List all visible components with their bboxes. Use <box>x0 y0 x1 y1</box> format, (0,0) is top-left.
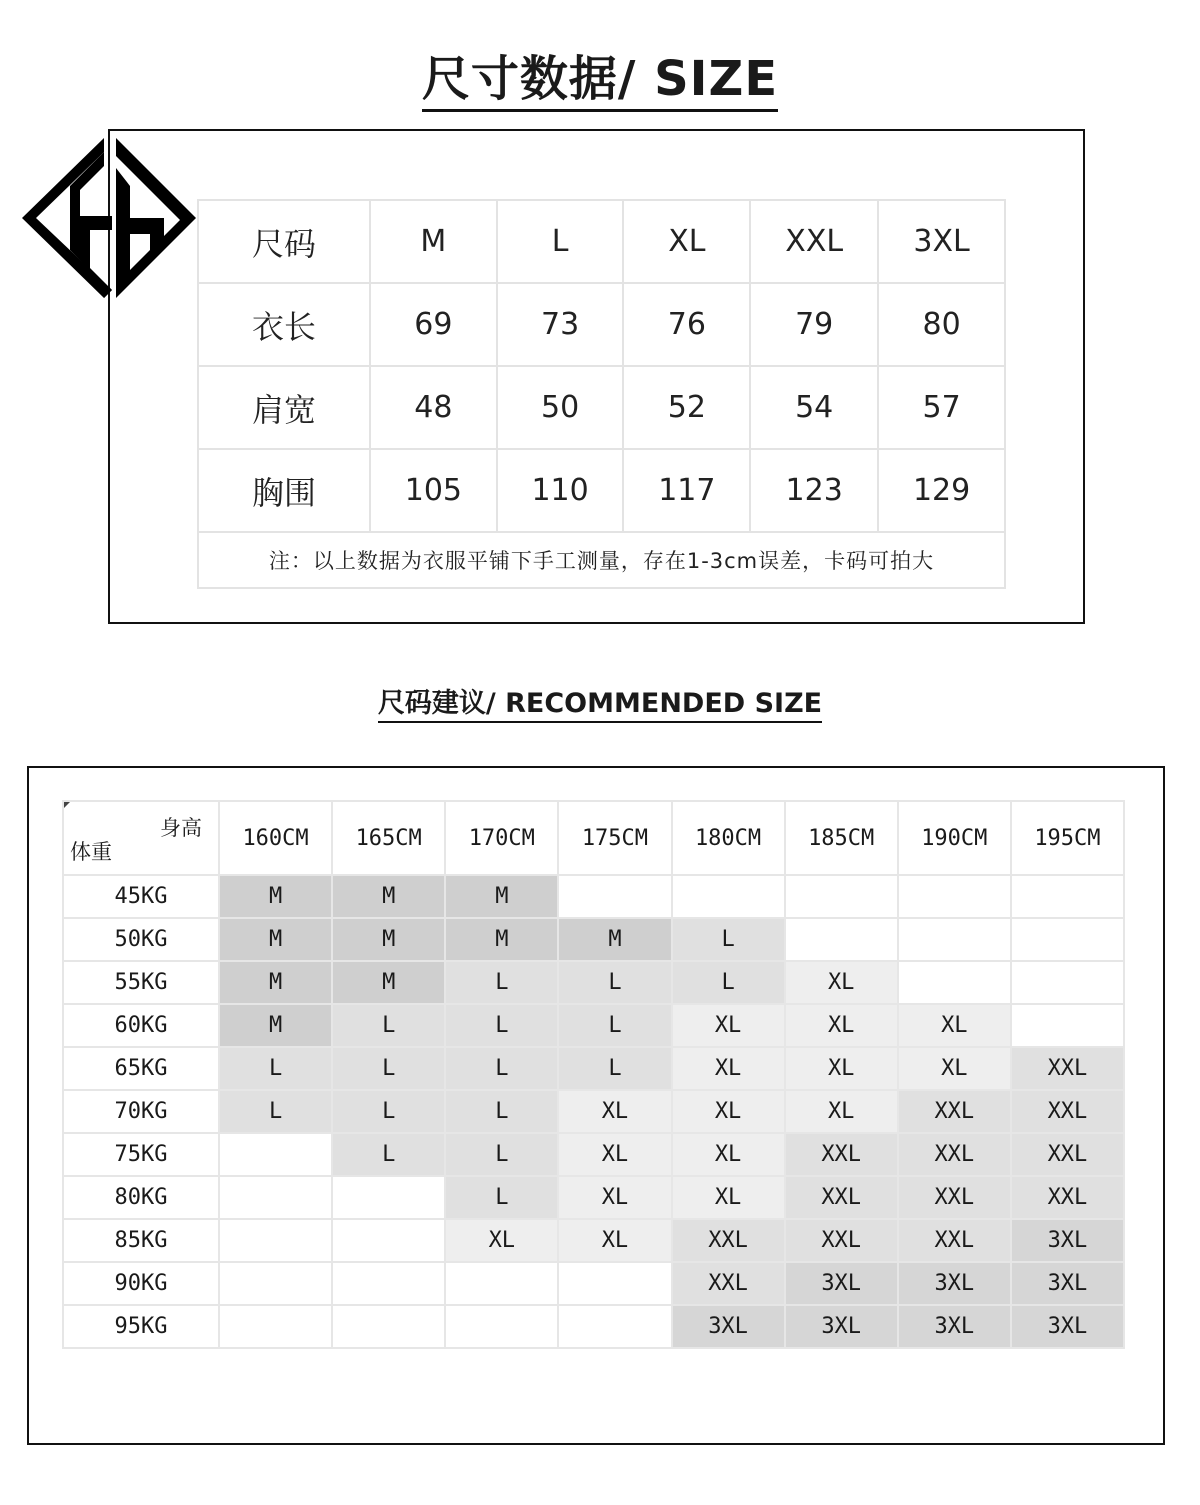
recommended-size-cell: L <box>332 1133 445 1176</box>
recommended-size-cell <box>219 1305 332 1348</box>
recommended-size-cell: XL <box>672 1133 785 1176</box>
weight-row <box>63 1305 1124 1348</box>
recommended-size-cell <box>1011 875 1124 918</box>
recommended-size-cell <box>332 1305 445 1348</box>
size-chart-table <box>197 199 1006 589</box>
recommended-size-cell: L <box>219 1090 332 1133</box>
size-header-label: 尺码 <box>198 200 370 283</box>
recommended-size-cell: 3XL <box>672 1305 785 1348</box>
weight-label: 80KG <box>63 1176 219 1219</box>
recommended-size-cell: M <box>332 875 445 918</box>
recommended-size-cell: L <box>445 1004 558 1047</box>
weight-row <box>63 918 1124 961</box>
weight-label: 90KG <box>63 1262 219 1305</box>
weight-label: 85KG <box>63 1219 219 1262</box>
recommended-size-cell <box>558 1262 671 1305</box>
recommended-size-cell <box>219 1219 332 1262</box>
weight-label: 60KG <box>63 1004 219 1047</box>
recommended-size-cell: L <box>672 918 785 961</box>
height-header-cell: 165CM <box>332 801 445 875</box>
recommended-size-cell: M <box>219 961 332 1004</box>
recommended-size-cell <box>1011 918 1124 961</box>
size-header-cell: XL <box>623 200 750 283</box>
measure-value: 79 <box>750 283 878 366</box>
weight-label: 55KG <box>63 961 219 1004</box>
measure-row-chest <box>198 449 1005 532</box>
recommended-size-cell: L <box>445 1090 558 1133</box>
recommended-size-cell: L <box>445 1047 558 1090</box>
measure-row-shoulder <box>198 366 1005 449</box>
recommended-size-cell: L <box>332 1004 445 1047</box>
recommended-size-cell <box>785 875 898 918</box>
recommended-size-cell: XXL <box>785 1133 898 1176</box>
recommended-size-cell: XL <box>558 1090 671 1133</box>
weight-row <box>63 961 1124 1004</box>
recommended-size-cell: M <box>332 918 445 961</box>
measurement-note: 注：以上数据为衣服平铺下手工测量，存在1-3cm误差，卡码可拍大 <box>198 532 1005 588</box>
recommended-size-cell: XL <box>672 1047 785 1090</box>
recommended-size-cell: 3XL <box>1011 1305 1124 1348</box>
recommended-size-cell: XL <box>558 1219 671 1262</box>
recommended-size-cell: L <box>445 1176 558 1219</box>
recommended-size-cell: XL <box>672 1176 785 1219</box>
measure-value: 48 <box>370 366 497 449</box>
recommended-size-cell: L <box>219 1047 332 1090</box>
measure-value: 73 <box>497 283 624 366</box>
recommended-size-cell <box>558 1305 671 1348</box>
weight-axis-label: 体重 <box>70 840 112 864</box>
recommended-size-cell: XXL <box>1011 1047 1124 1090</box>
height-header-row <box>63 801 1124 875</box>
corner-mark <box>64 802 70 808</box>
recommended-size-cell: XL <box>558 1133 671 1176</box>
recommended-size-cell <box>219 1176 332 1219</box>
recommended-size-cell <box>219 1133 332 1176</box>
recommended-size-cell <box>558 875 671 918</box>
measure-label: 胸围 <box>198 449 370 532</box>
recommended-size-cell: XL <box>785 1047 898 1090</box>
weight-row <box>63 1219 1124 1262</box>
recommended-size-cell: M <box>445 875 558 918</box>
recommended-size-cell: L <box>332 1090 445 1133</box>
recommended-size-cell: XXL <box>898 1219 1011 1262</box>
recommended-size-cell: M <box>332 961 445 1004</box>
size-header-row <box>198 200 1005 283</box>
recommended-size-cell <box>445 1262 558 1305</box>
size-header-cell: L <box>497 200 624 283</box>
recommended-size-cell: 3XL <box>1011 1262 1124 1305</box>
size-header-cell: M <box>370 200 497 283</box>
recommended-size-cell: XL <box>785 961 898 1004</box>
weight-row <box>63 1004 1124 1047</box>
size-data-title: 尺寸数据/ SIZE <box>0 40 1200 109</box>
recommended-size-cell: XL <box>898 1047 1011 1090</box>
recommended-size-cell: L <box>558 1004 671 1047</box>
recommended-size-cell: M <box>558 918 671 961</box>
weight-label: 50KG <box>63 918 219 961</box>
ga-diamond-logo-icon <box>20 138 196 298</box>
weight-label: 65KG <box>63 1047 219 1090</box>
measure-value: 105 <box>370 449 497 532</box>
measure-value: 52 <box>623 366 750 449</box>
weight-row <box>63 1133 1124 1176</box>
recommended-size-cell <box>898 961 1011 1004</box>
height-header-cell: 175CM <box>558 801 671 875</box>
measure-label: 衣长 <box>198 283 370 366</box>
recommended-size-cell: XL <box>785 1004 898 1047</box>
recommended-size-cell: M <box>219 1004 332 1047</box>
height-header-cell: 160CM <box>219 801 332 875</box>
measure-label: 肩宽 <box>198 366 370 449</box>
recommended-size-cell: XXL <box>672 1219 785 1262</box>
recommend-size-table <box>62 800 1125 1349</box>
weight-label: 45KG <box>63 875 219 918</box>
weight-label: 95KG <box>63 1305 219 1348</box>
recommended-size-cell: 3XL <box>1011 1219 1124 1262</box>
recommended-size-cell: L <box>445 961 558 1004</box>
recommended-size-cell: M <box>219 875 332 918</box>
measure-value: 69 <box>370 283 497 366</box>
recommended-size-cell <box>898 875 1011 918</box>
recommended-size-cell: XXL <box>898 1133 1011 1176</box>
height-header-cell: 185CM <box>785 801 898 875</box>
recommended-size-cell: L <box>558 961 671 1004</box>
measure-value: 80 <box>878 283 1005 366</box>
measure-value: 129 <box>878 449 1005 532</box>
recommended-size-cell <box>332 1176 445 1219</box>
recommended-size-cell: L <box>672 961 785 1004</box>
recommended-size-cell: L <box>332 1047 445 1090</box>
recommended-size-cell: L <box>445 1133 558 1176</box>
measure-value: 117 <box>623 449 750 532</box>
weight-row <box>63 875 1124 918</box>
recommended-size-cell <box>332 1219 445 1262</box>
recommended-size-cell: XL <box>672 1004 785 1047</box>
recommended-size-cell: M <box>219 918 332 961</box>
measure-value: 50 <box>497 366 624 449</box>
recommended-size-cell: XL <box>785 1090 898 1133</box>
height-header-cell: 195CM <box>1011 801 1124 875</box>
recommended-size-cell: XXL <box>785 1176 898 1219</box>
recommended-size-cell: 3XL <box>785 1305 898 1348</box>
measure-value: 54 <box>750 366 878 449</box>
recommended-size-cell <box>898 918 1011 961</box>
measure-value: 76 <box>623 283 750 366</box>
note-row <box>198 532 1005 588</box>
recommended-size-cell: 3XL <box>898 1262 1011 1305</box>
recommended-size-cell: 3XL <box>898 1305 1011 1348</box>
recommended-size-cell: XXL <box>898 1090 1011 1133</box>
size-header-cell: XXL <box>750 200 878 283</box>
recommended-size-cell: XL <box>898 1004 1011 1047</box>
recommended-size-cell: XXL <box>672 1262 785 1305</box>
recommended-size-title: 尺码建议/ RECOMMENDED SIZE <box>0 681 1200 720</box>
height-header-cell: 170CM <box>445 801 558 875</box>
recommended-size-cell: XXL <box>1011 1133 1124 1176</box>
size-header-cell: 3XL <box>878 200 1005 283</box>
recommended-size-cell <box>445 1305 558 1348</box>
height-header-cell: 180CM <box>672 801 785 875</box>
recommended-size-cell: XXL <box>1011 1090 1124 1133</box>
weight-row <box>63 1090 1124 1133</box>
recommended-size-cell: XL <box>445 1219 558 1262</box>
measure-value: 123 <box>750 449 878 532</box>
measure-value: 57 <box>878 366 1005 449</box>
measure-value: 110 <box>497 449 624 532</box>
weight-label: 70KG <box>63 1090 219 1133</box>
recommended-size-cell: XXL <box>785 1219 898 1262</box>
recommended-size-cell <box>785 918 898 961</box>
measure-row-length <box>198 283 1005 366</box>
recommended-size-cell <box>332 1262 445 1305</box>
recommended-size-cell <box>219 1262 332 1305</box>
recommended-size-cell: XXL <box>898 1176 1011 1219</box>
height-axis-label: 身高 <box>160 816 202 840</box>
weight-label: 75KG <box>63 1133 219 1176</box>
recommended-size-cell <box>1011 961 1124 1004</box>
height-header-cell: 190CM <box>898 801 1011 875</box>
recommended-size-cell: XL <box>672 1090 785 1133</box>
corner-cell <box>63 801 219 875</box>
recommended-size-cell: L <box>558 1047 671 1090</box>
weight-row <box>63 1262 1124 1305</box>
recommended-size-cell <box>672 875 785 918</box>
recommended-size-cell: 3XL <box>785 1262 898 1305</box>
weight-row <box>63 1047 1124 1090</box>
weight-row <box>63 1176 1124 1219</box>
recommended-size-cell: XXL <box>1011 1176 1124 1219</box>
recommended-size-cell: XL <box>558 1176 671 1219</box>
recommended-size-cell <box>1011 1004 1124 1047</box>
recommended-size-cell: M <box>445 918 558 961</box>
